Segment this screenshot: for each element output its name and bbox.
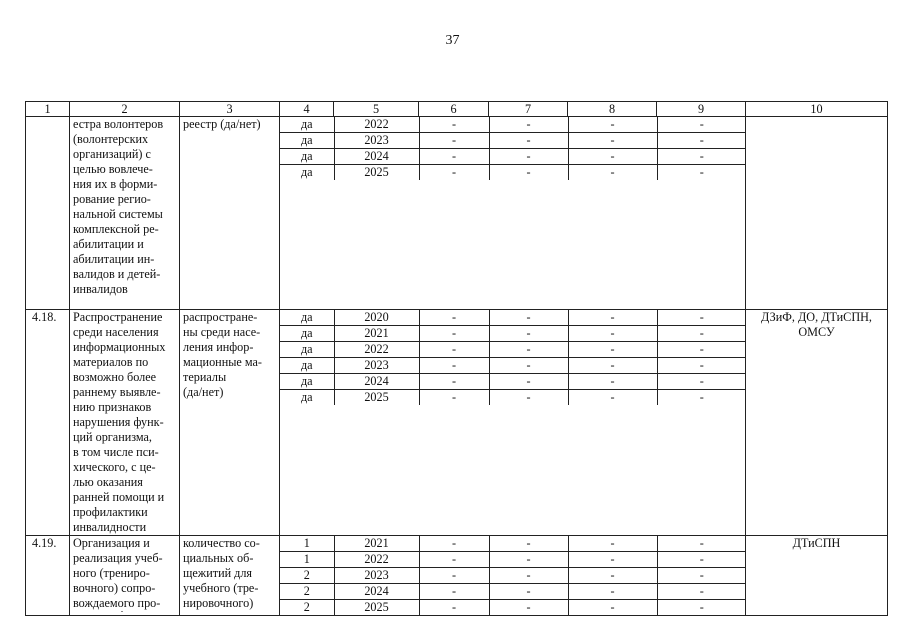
year-row	[280, 374, 746, 390]
value-cell: -	[657, 358, 746, 374]
header-cell: 7	[489, 102, 568, 117]
year-row	[280, 342, 746, 358]
value-cell: -	[489, 568, 568, 584]
value-cell: -	[568, 552, 657, 568]
row-number: 4.19.	[26, 536, 70, 616]
value-cell: -	[568, 342, 657, 358]
value-cell: -	[568, 310, 657, 326]
years-subtable	[280, 310, 746, 405]
value-cell: -	[657, 374, 746, 390]
row-indicator: реестр (да/нет)	[180, 117, 280, 310]
value-cell: -	[657, 568, 746, 584]
row-years	[280, 536, 746, 616]
value-cell: да	[280, 358, 334, 374]
value-cell: -	[657, 326, 746, 342]
year-row	[280, 310, 746, 326]
row-number: 4.18.	[26, 310, 70, 536]
value-cell: 1	[280, 536, 334, 552]
value-cell: -	[419, 568, 489, 584]
value-cell: -	[489, 358, 568, 374]
value-cell: -	[489, 600, 568, 616]
row-responsible: ДЗиФ, ДО, ДТиСПН, ОМСУ	[746, 310, 888, 536]
value-cell: -	[568, 536, 657, 552]
header-cell: 8	[568, 102, 657, 117]
value-cell: -	[419, 342, 489, 358]
row-responsible	[746, 117, 888, 310]
value-cell: -	[568, 117, 657, 133]
value-cell: да	[280, 310, 334, 326]
value-cell: -	[419, 374, 489, 390]
value-cell: -	[489, 536, 568, 552]
year-row	[280, 358, 746, 374]
value-cell: -	[419, 117, 489, 133]
value-cell: -	[568, 390, 657, 406]
value-cell: да	[280, 374, 334, 390]
value-cell: -	[699, 600, 704, 614]
value-cell: -	[568, 165, 657, 181]
years-subtable	[280, 536, 746, 615]
value-cell: -	[568, 358, 657, 374]
value-cell: -	[657, 149, 746, 165]
header-cell: 2	[70, 102, 180, 117]
value-cell: -	[419, 600, 489, 616]
value-cell: -	[699, 165, 704, 179]
year-cell: 2023	[334, 568, 419, 584]
value-cell: -	[657, 342, 746, 358]
value-cell: -	[489, 584, 568, 600]
year-row	[280, 133, 746, 149]
value-cell: да	[280, 342, 334, 358]
header-row	[26, 102, 888, 117]
row-years	[280, 310, 746, 536]
value-cell: -	[657, 310, 746, 326]
row-number	[26, 117, 70, 310]
row-responsible: ДТиСПН	[746, 536, 888, 616]
value-cell: -	[657, 117, 746, 133]
value-cell: да	[280, 117, 334, 133]
year-row	[280, 117, 746, 133]
value-cell: да	[280, 133, 334, 149]
row-indicator: количество со- циальных об- щежитий для учебного (тре- нировочного)	[180, 536, 280, 616]
row-years	[280, 117, 746, 310]
year-row	[280, 600, 746, 616]
value-cell: -	[419, 310, 489, 326]
header-cell: 4	[280, 102, 334, 117]
value-cell: -	[489, 117, 568, 133]
year-cell: 2024	[334, 584, 419, 600]
value-cell: -	[568, 374, 657, 390]
value-cell: -	[657, 584, 746, 600]
year-cell: 2022	[334, 552, 419, 568]
year-row	[280, 584, 746, 600]
year-cell: 2022	[334, 117, 419, 133]
year-row	[280, 536, 746, 552]
year-row	[280, 165, 746, 181]
header-cell: 5	[334, 102, 419, 117]
value-cell: -	[419, 536, 489, 552]
value-cell: -	[568, 326, 657, 342]
row-description: Распространение среди населения информационных материалов по возможно более раннему выявле- нию признаков нарушения функ- ций организма, в том числе пси- хического, с це- лью оказания ранней помощи и профилактики инвалидности	[70, 310, 180, 536]
value-cell: -	[568, 568, 657, 584]
value-cell: -	[489, 310, 568, 326]
header-cell: 3	[180, 102, 280, 117]
value-cell: 2	[280, 584, 334, 600]
year-cell: 2022	[334, 342, 419, 358]
value-cell: -	[489, 133, 568, 149]
header-cell: 6	[419, 102, 489, 117]
header-cell: 1	[26, 102, 70, 117]
value-cell: 2	[280, 600, 334, 616]
year-row	[280, 326, 746, 342]
value-cell: -	[489, 390, 568, 406]
year-row	[280, 149, 746, 165]
value-cell: да	[280, 326, 334, 342]
value-cell: да	[280, 390, 334, 406]
value-cell: -	[489, 326, 568, 342]
scan-speck	[121, 611, 123, 612]
years-subtable	[280, 117, 746, 180]
year-cell: 2024	[334, 374, 419, 390]
value-cell: -	[657, 552, 746, 568]
value-cell: да	[280, 149, 334, 165]
value-cell: -	[419, 584, 489, 600]
year-cell: 2020	[334, 310, 419, 326]
value-cell: -	[419, 358, 489, 374]
table-row	[26, 310, 888, 536]
header-cell: 10	[746, 102, 888, 117]
value-cell: -	[489, 374, 568, 390]
header-cell: 9	[657, 102, 746, 117]
value-cell: -	[489, 552, 568, 568]
value-cell: -	[489, 165, 568, 181]
table-row	[26, 536, 888, 616]
value-cell: -	[419, 133, 489, 149]
table-row	[26, 117, 888, 310]
year-cell: 2021	[334, 326, 419, 342]
value-cell: -	[568, 149, 657, 165]
row-description: Организация и реализация учеб- ного (трениро- вочного) сопро- вождаемого про-	[70, 536, 180, 616]
value-cell: -	[657, 536, 746, 552]
value-cell: -	[419, 326, 489, 342]
value-cell: -	[699, 390, 704, 404]
value-cell: -	[489, 342, 568, 358]
value-cell: -	[419, 149, 489, 165]
value-cell: -	[568, 133, 657, 149]
activities-table	[25, 101, 888, 616]
value-cell: -	[489, 149, 568, 165]
value-cell: 1	[280, 552, 334, 568]
row-description: естра волонтеров (волонтерских организаций) с целью вовлече- ния их в форми- рование регио- нальной системы комплексной ре- абилитации и абилитации ин- валидов и детей- инвалидов	[70, 117, 180, 310]
value-cell: -	[568, 600, 657, 616]
year-row	[280, 568, 746, 584]
value-cell: -	[568, 584, 657, 600]
page-number: 37	[445, 33, 460, 48]
year-row	[280, 552, 746, 568]
year-cell: 2023	[334, 133, 419, 149]
value-cell: -	[419, 165, 489, 181]
value-cell: -	[419, 552, 489, 568]
value-cell: -	[419, 390, 489, 406]
year-cell: 2025	[334, 600, 419, 616]
row-indicator: распростране- ны среди насе- ления инфор- мационные ма- териалы (да/нет)	[180, 310, 280, 536]
value-cell: 2	[280, 568, 334, 584]
value-cell: -	[657, 133, 746, 149]
year-row	[280, 390, 746, 406]
year-cell: 2021	[334, 536, 419, 552]
year-cell: 2023	[334, 358, 419, 374]
year-cell: 2025	[334, 165, 419, 181]
year-cell: 2025	[334, 390, 419, 406]
year-cell: 2024	[334, 149, 419, 165]
value-cell: да	[280, 165, 334, 181]
